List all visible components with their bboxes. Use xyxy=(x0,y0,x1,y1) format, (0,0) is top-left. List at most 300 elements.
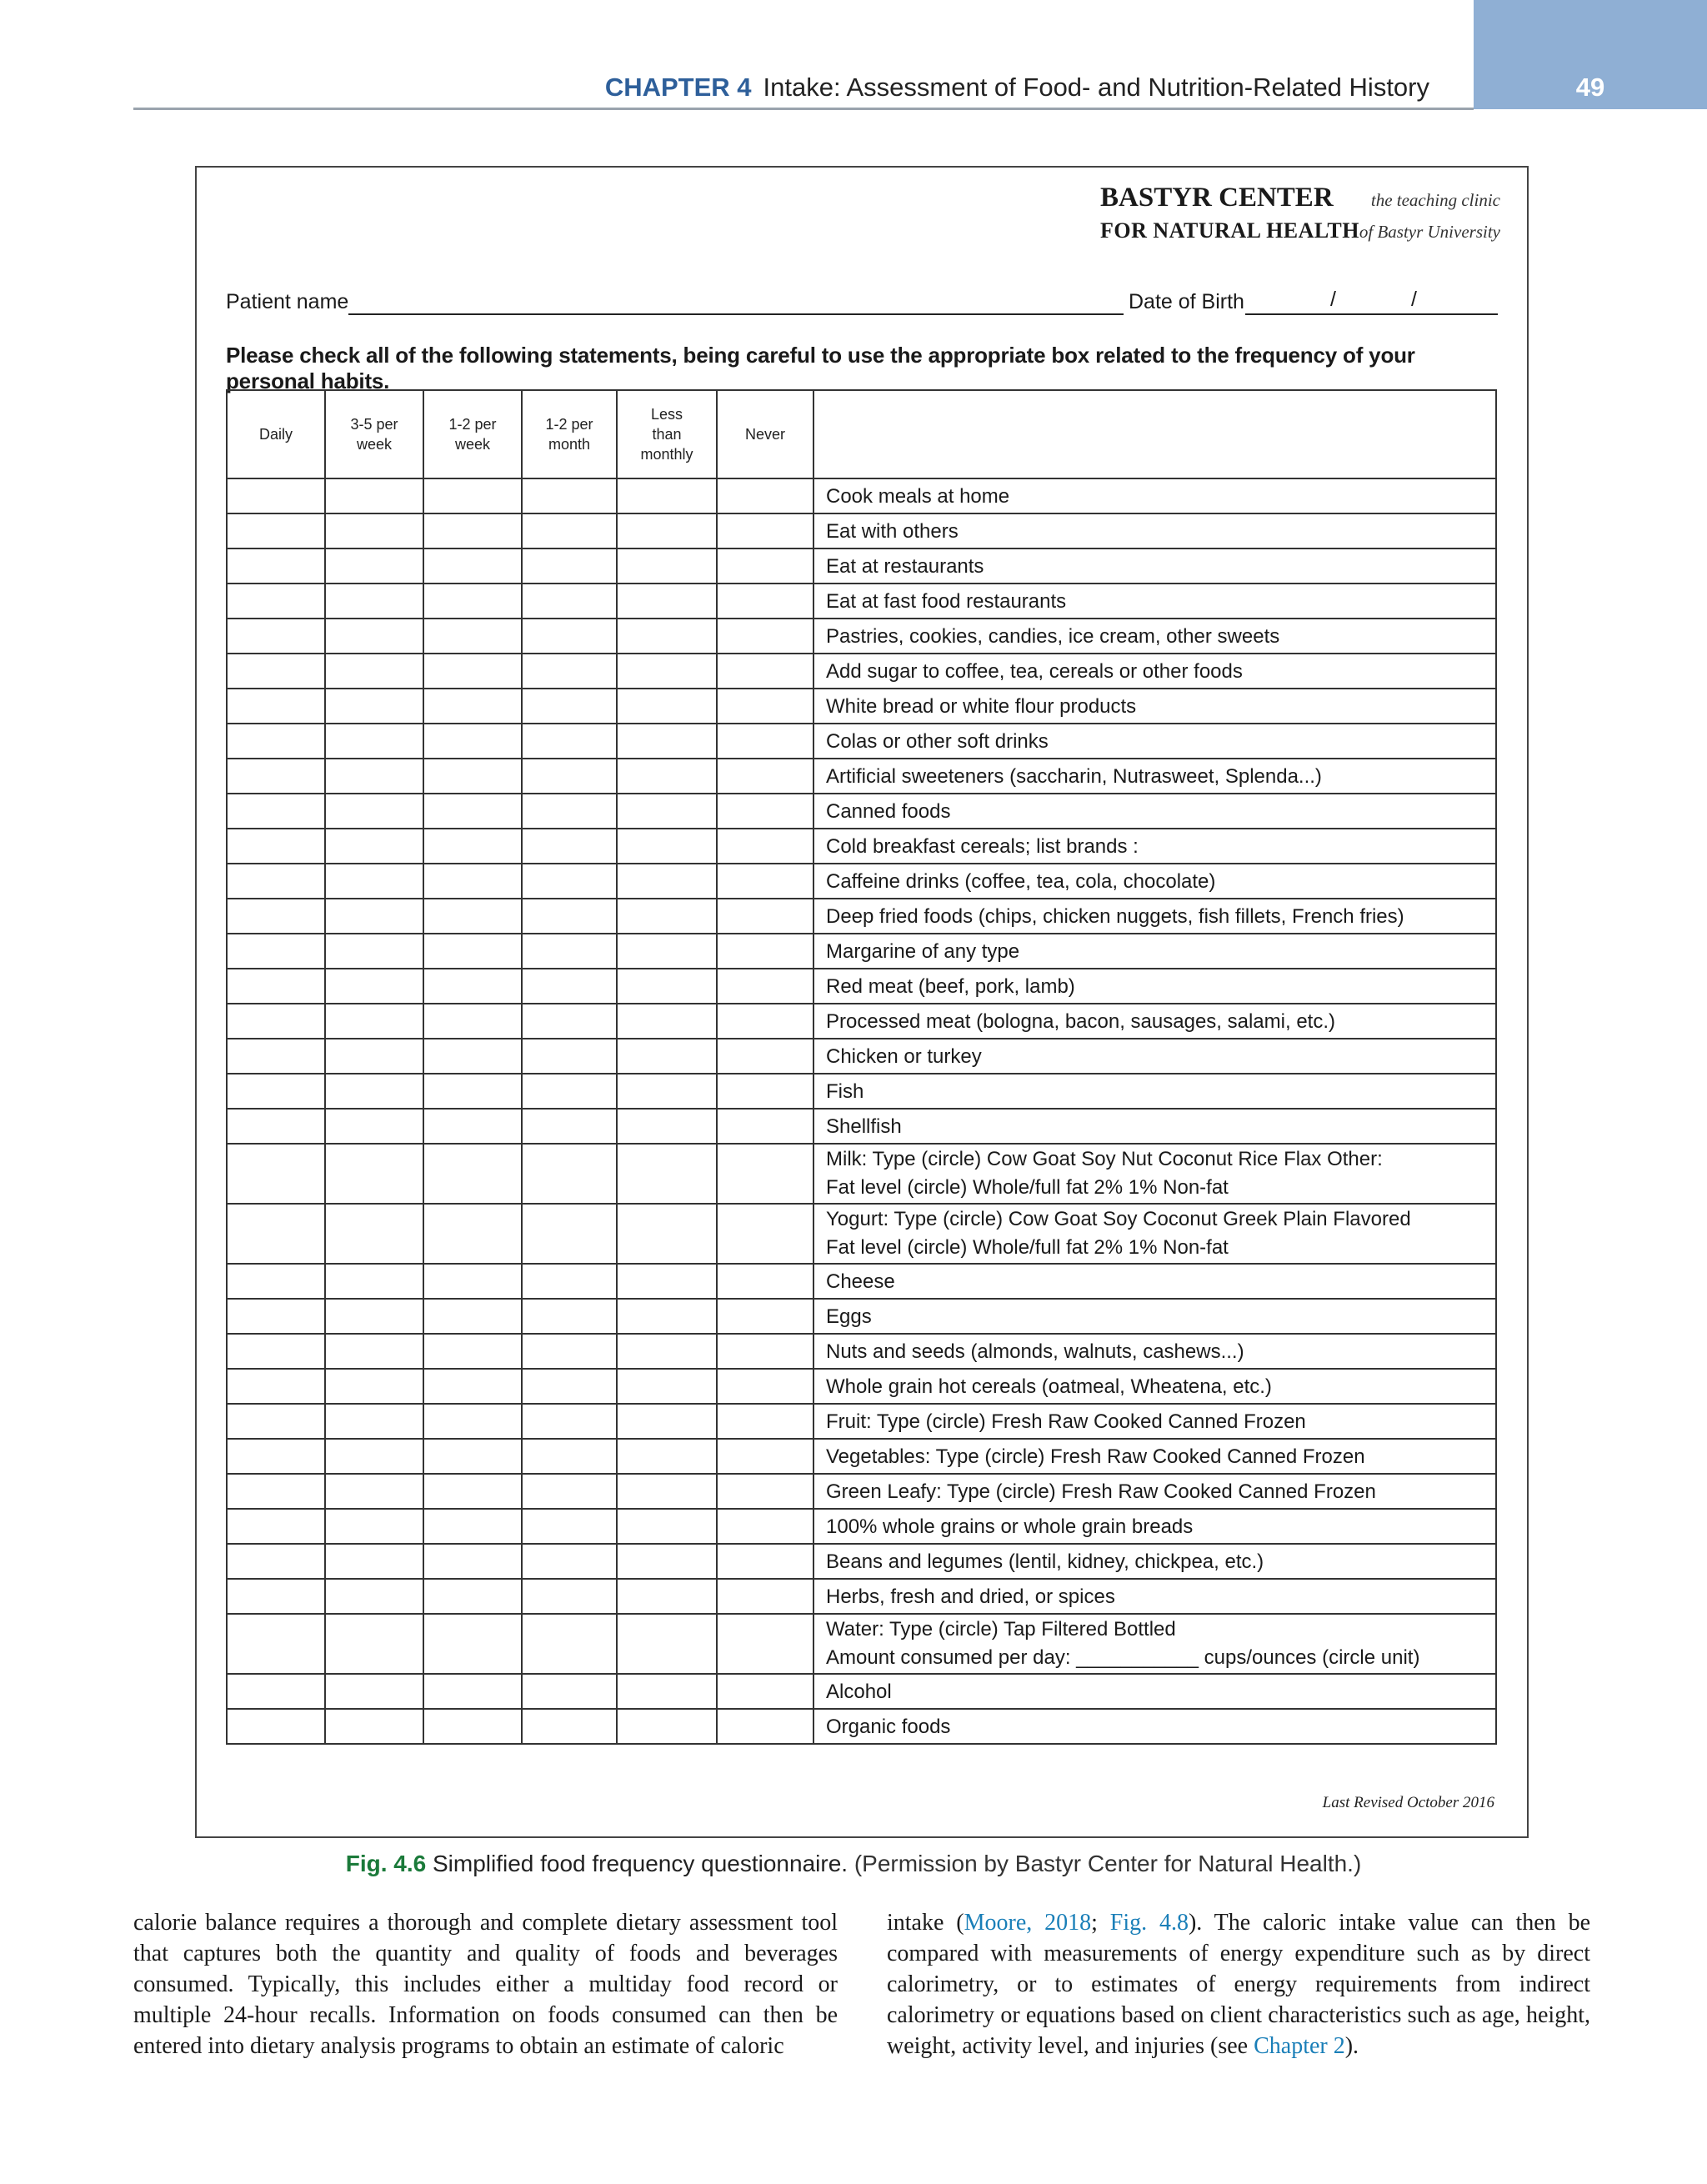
frequency-checkbox[interactable] xyxy=(423,794,522,829)
frequency-checkbox[interactable] xyxy=(717,794,813,829)
frequency-checkbox[interactable] xyxy=(423,1474,522,1509)
frequency-checkbox[interactable] xyxy=(617,478,717,513)
frequency-checkbox[interactable] xyxy=(717,1674,813,1709)
frequency-checkbox[interactable] xyxy=(227,1439,325,1474)
frequency-checkbox[interactable] xyxy=(423,513,522,549)
frequency-checkbox[interactable] xyxy=(423,1404,522,1439)
item-label: Add sugar to coffee, tea, cereals or other foods xyxy=(826,659,1243,683)
table-row xyxy=(227,759,1496,794)
item-label-cell xyxy=(813,1004,1496,1039)
frequency-checkbox[interactable] xyxy=(227,1579,325,1614)
frequency-checkbox[interactable] xyxy=(325,1074,423,1109)
frequency-checkbox[interactable] xyxy=(617,899,717,934)
frequency-checkbox[interactable] xyxy=(325,1509,423,1544)
frequency-checkbox[interactable] xyxy=(325,1369,423,1404)
frequency-checkbox[interactable] xyxy=(227,969,325,1004)
frequency-checkbox[interactable] xyxy=(617,619,717,654)
frequency-checkbox[interactable] xyxy=(617,1334,717,1369)
frequency-checkbox[interactable] xyxy=(522,1674,617,1709)
frequency-checkbox[interactable] xyxy=(227,478,325,513)
item-label: Colas or other soft drinks xyxy=(826,729,1049,753)
frequency-checkbox[interactable] xyxy=(617,513,717,549)
frequency-checkbox[interactable] xyxy=(617,1109,717,1144)
frequency-checkbox[interactable] xyxy=(227,619,325,654)
body-column-left: calorie balance requires a thorough and complete dietary assessment tool that captures both the quantity and quality of foods and beverages consumed. Typically, this includes either a multiday food record or multiple 24-hour recalls. Information on foods consumed can then be entered into dietary analysis programs to obtain an estimate of caloric xyxy=(133,1910,838,2059)
frequency-checkbox[interactable] xyxy=(423,619,522,654)
frequency-checkbox[interactable] xyxy=(617,1509,717,1544)
frequency-checkbox[interactable] xyxy=(227,1039,325,1074)
frequency-checkbox[interactable] xyxy=(617,1709,717,1744)
frequency-checkbox[interactable] xyxy=(227,864,325,899)
chapter-link[interactable]: Chapter 2 xyxy=(1254,2033,1345,2059)
frequency-checkbox[interactable] xyxy=(522,1439,617,1474)
frequency-checkbox[interactable] xyxy=(717,1334,813,1369)
item-label: Eat at fast food restaurants xyxy=(826,589,1067,613)
column-header-text: week xyxy=(454,436,491,453)
column-header xyxy=(227,390,325,478)
frequency-checkbox[interactable] xyxy=(423,724,522,759)
frequency-checkbox[interactable] xyxy=(423,934,522,969)
item-label-cell xyxy=(813,1334,1496,1369)
frequency-checkbox[interactable] xyxy=(617,1674,717,1709)
table-row xyxy=(227,1109,1496,1144)
frequency-checkbox[interactable] xyxy=(717,1299,813,1334)
frequency-checkbox[interactable] xyxy=(325,1474,423,1509)
frequency-checkbox[interactable] xyxy=(423,1004,522,1039)
figure-link[interactable]: Fig. 4.8 xyxy=(1109,1910,1189,1936)
frequency-checkbox[interactable] xyxy=(227,549,325,584)
frequency-checkbox[interactable] xyxy=(717,759,813,794)
frequency-checkbox[interactable] xyxy=(717,513,813,549)
frequency-checkbox[interactable] xyxy=(717,864,813,899)
frequency-checkbox[interactable] xyxy=(423,1204,522,1264)
frequency-checkbox[interactable] xyxy=(325,1544,423,1579)
frequency-checkbox[interactable] xyxy=(522,1404,617,1439)
item-label: Artificial sweeteners (saccharin, Nutrasweet, Splenda...) xyxy=(826,764,1322,788)
table-row xyxy=(227,1439,1496,1474)
frequency-checkbox[interactable] xyxy=(423,1109,522,1144)
item-label: Eat at restaurants xyxy=(826,554,984,578)
frequency-checkbox[interactable] xyxy=(423,478,522,513)
frequency-checkbox[interactable] xyxy=(717,1004,813,1039)
frequency-checkbox[interactable] xyxy=(325,1614,423,1674)
frequency-checkbox[interactable] xyxy=(423,829,522,864)
frequency-checkbox[interactable] xyxy=(717,1474,813,1509)
frequency-checkbox[interactable] xyxy=(325,1334,423,1369)
item-label-cell xyxy=(813,1074,1496,1109)
frequency-checkbox[interactable] xyxy=(522,969,617,1004)
frequency-checkbox[interactable] xyxy=(717,1614,813,1674)
frequency-checkbox[interactable] xyxy=(522,619,617,654)
table-row xyxy=(227,1709,1496,1744)
column-header-text: Less xyxy=(650,406,683,423)
frequency-checkbox[interactable] xyxy=(227,724,325,759)
table-row xyxy=(227,864,1496,899)
column-header-text: monthly xyxy=(640,446,693,463)
frequency-checkbox[interactable] xyxy=(522,1579,617,1614)
item-label: Shellfish xyxy=(826,1115,902,1138)
table-row xyxy=(227,829,1496,864)
frequency-checkbox[interactable] xyxy=(522,794,617,829)
frequency-checkbox[interactable] xyxy=(717,1709,813,1744)
frequency-checkbox[interactable] xyxy=(423,1544,522,1579)
frequency-checkbox[interactable] xyxy=(617,794,717,829)
frequency-checkbox[interactable] xyxy=(423,1264,522,1299)
frequency-checkbox[interactable] xyxy=(227,1674,325,1709)
item-label: Whole grain hot cereals (oatmeal, Wheatena, etc.) xyxy=(826,1375,1272,1398)
frequency-checkbox[interactable] xyxy=(227,1614,325,1674)
frequency-checkbox[interactable] xyxy=(227,513,325,549)
item-label-cell xyxy=(813,1544,1496,1579)
frequency-checkbox[interactable] xyxy=(717,934,813,969)
frequency-checkbox[interactable] xyxy=(522,1264,617,1299)
frequency-checkbox[interactable] xyxy=(717,1074,813,1109)
frequency-checkbox[interactable] xyxy=(522,1369,617,1404)
frequency-checkbox[interactable] xyxy=(227,759,325,794)
frequency-checkbox[interactable] xyxy=(617,969,717,1004)
table-row xyxy=(227,1039,1496,1074)
frequency-checkbox[interactable] xyxy=(522,1144,617,1204)
frequency-checkbox[interactable] xyxy=(717,1439,813,1474)
column-header xyxy=(423,390,522,478)
frequency-checkbox[interactable] xyxy=(717,899,813,934)
frequency-checkbox[interactable] xyxy=(325,829,423,864)
frequency-checkbox[interactable] xyxy=(717,1369,813,1404)
frequency-checkbox[interactable] xyxy=(717,1509,813,1544)
frequency-checkbox[interactable] xyxy=(325,1674,423,1709)
frequency-checkbox[interactable] xyxy=(227,689,325,724)
frequency-checkbox[interactable] xyxy=(227,584,325,619)
table-row xyxy=(227,654,1496,689)
item-label-cell xyxy=(813,759,1496,794)
table-row xyxy=(227,1579,1496,1614)
frequency-checkbox[interactable] xyxy=(617,584,717,619)
item-label-cell xyxy=(813,1579,1496,1614)
frequency-checkbox[interactable] xyxy=(423,864,522,899)
column-header-text: 3-5 per xyxy=(350,416,398,433)
frequency-checkbox[interactable] xyxy=(423,1074,522,1109)
frequency-checkbox[interactable] xyxy=(522,1614,617,1674)
frequency-checkbox[interactable] xyxy=(325,1264,423,1299)
item-label: Yogurt: Type (circle) Cow Goat Soy Coconut Greek Plain Flavored xyxy=(826,1208,1411,1230)
frequency-checkbox[interactable] xyxy=(617,1474,717,1509)
table-row xyxy=(227,1004,1496,1039)
frequency-checkbox[interactable] xyxy=(522,654,617,689)
frequency-checkbox[interactable] xyxy=(325,689,423,724)
frequency-checkbox[interactable] xyxy=(717,549,813,584)
table-row xyxy=(227,584,1496,619)
frequency-checkbox[interactable] xyxy=(617,829,717,864)
frequency-checkbox[interactable] xyxy=(522,1334,617,1369)
frequency-checkbox[interactable] xyxy=(617,724,717,759)
citation-link[interactable]: Moore, 2018 xyxy=(964,1910,1092,1936)
frequency-checkbox[interactable] xyxy=(325,584,423,619)
frequency-checkbox[interactable] xyxy=(617,1404,717,1439)
item-label: White bread or white flour products xyxy=(826,694,1137,718)
frequency-checkbox[interactable] xyxy=(227,1144,325,1204)
frequency-checkbox[interactable] xyxy=(325,899,423,934)
frequency-checkbox[interactable] xyxy=(522,724,617,759)
item-label-cell xyxy=(813,1299,1496,1334)
frequency-checkbox[interactable] xyxy=(717,1204,813,1264)
frequency-checkbox[interactable] xyxy=(227,934,325,969)
item-label: Fish xyxy=(826,1079,864,1103)
column-header-text: Daily xyxy=(258,426,293,443)
item-label-cell xyxy=(813,829,1496,864)
frequency-checkbox[interactable] xyxy=(717,1404,813,1439)
frequency-checkbox[interactable] xyxy=(717,654,813,689)
frequency-checkbox[interactable] xyxy=(227,1369,325,1404)
frequency-checkbox[interactable] xyxy=(325,1439,423,1474)
frequency-checkbox[interactable] xyxy=(423,1709,522,1744)
item-label: Vegetables: Type (circle) Fresh Raw Cooked Canned Frozen xyxy=(826,1445,1365,1468)
frequency-checkbox[interactable] xyxy=(325,654,423,689)
frequency-checkbox[interactable] xyxy=(325,478,423,513)
frequency-checkbox[interactable] xyxy=(325,1204,423,1264)
frequency-checkbox[interactable] xyxy=(423,1144,522,1204)
column-header xyxy=(717,390,813,478)
frequency-checkbox[interactable] xyxy=(227,1474,325,1509)
item-label-cell xyxy=(813,549,1496,584)
frequency-checkbox[interactable] xyxy=(325,619,423,654)
frequency-checkbox[interactable] xyxy=(325,1579,423,1614)
body-text: ). The caloric intake value can then be compared with measurements of energy expenditure such as by direct calorimetry, or to estimates of energy requirements from indirect calorimetry or equations based on client characteristics such as age, height, weight, activity level, and injuries (see xyxy=(887,1910,1590,2059)
frequency-checkbox[interactable] xyxy=(423,1579,522,1614)
frequency-checkbox[interactable] xyxy=(717,1144,813,1204)
frequency-checkbox[interactable] xyxy=(717,1544,813,1579)
frequency-checkbox[interactable] xyxy=(617,1204,717,1264)
frequency-checkbox[interactable] xyxy=(227,1334,325,1369)
frequency-checkbox[interactable] xyxy=(617,1369,717,1404)
frequency-checkbox[interactable] xyxy=(423,1614,522,1674)
frequency-checkbox[interactable] xyxy=(325,864,423,899)
item-label-cell xyxy=(813,1474,1496,1509)
patient-name-label: Patient name xyxy=(226,290,349,313)
item-label: Fat level (circle) Whole/full fat 2% 1% Non-fat xyxy=(826,1176,1229,1199)
frequency-checkbox[interactable] xyxy=(522,864,617,899)
form-instructions: Please check all of the following statements, being careful to use the appropriate box related to the frequency of your personal habits. xyxy=(226,343,1415,393)
frequency-checkbox[interactable] xyxy=(717,724,813,759)
frequency-checkbox[interactable] xyxy=(522,1004,617,1039)
frequency-checkbox[interactable] xyxy=(617,689,717,724)
frequency-checkbox[interactable] xyxy=(325,513,423,549)
table-row xyxy=(227,689,1496,724)
frequency-checkbox[interactable] xyxy=(423,1369,522,1404)
frequency-checkbox[interactable] xyxy=(522,1509,617,1544)
table-row xyxy=(227,724,1496,759)
table-row xyxy=(227,1544,1496,1579)
table-row xyxy=(227,1404,1496,1439)
frequency-checkbox[interactable] xyxy=(325,1039,423,1074)
frequency-checkbox[interactable] xyxy=(717,619,813,654)
frequency-checkbox[interactable] xyxy=(617,1039,717,1074)
table-row xyxy=(227,934,1496,969)
frequency-checkbox[interactable] xyxy=(423,1039,522,1074)
frequency-checkbox[interactable] xyxy=(522,1039,617,1074)
item-label-cell xyxy=(813,1264,1496,1299)
frequency-checkbox[interactable] xyxy=(423,1674,522,1709)
frequency-checkbox[interactable] xyxy=(325,724,423,759)
frequency-checkbox[interactable] xyxy=(227,1264,325,1299)
frequency-checkbox[interactable] xyxy=(325,1144,423,1204)
frequency-checkbox[interactable] xyxy=(617,934,717,969)
table-row xyxy=(227,478,1496,513)
frequency-checkbox[interactable] xyxy=(717,1039,813,1074)
frequency-checkbox[interactable] xyxy=(423,1299,522,1334)
frequency-checkbox[interactable] xyxy=(227,899,325,934)
frequency-checkbox[interactable] xyxy=(423,1334,522,1369)
table-row xyxy=(227,1334,1496,1369)
frequency-checkbox[interactable] xyxy=(423,759,522,794)
frequency-checkbox[interactable] xyxy=(717,689,813,724)
frequency-checkbox[interactable] xyxy=(617,1144,717,1204)
chapter-label: CHAPTER 4 xyxy=(604,73,752,102)
frequency-checkbox[interactable] xyxy=(717,1264,813,1299)
item-label-cell xyxy=(813,1439,1496,1474)
frequency-checkbox[interactable] xyxy=(617,1544,717,1579)
frequency-checkbox[interactable] xyxy=(522,759,617,794)
frequency-checkbox[interactable] xyxy=(423,899,522,934)
frequency-checkbox[interactable] xyxy=(325,549,423,584)
item-label: Cold breakfast cereals; list brands : xyxy=(826,834,1139,858)
frequency-checkbox[interactable] xyxy=(522,689,617,724)
frequency-checkbox[interactable] xyxy=(617,1074,717,1109)
frequency-checkbox[interactable] xyxy=(522,1709,617,1744)
item-label-cell xyxy=(813,1404,1496,1439)
frequency-checkbox[interactable] xyxy=(227,829,325,864)
table-row xyxy=(227,1614,1496,1674)
frequency-checkbox[interactable] xyxy=(717,1109,813,1144)
item-label-cell xyxy=(813,969,1496,1004)
column-header-text: month xyxy=(548,436,591,453)
frequency-checkbox[interactable] xyxy=(522,1474,617,1509)
frequency-checkbox[interactable] xyxy=(325,1004,423,1039)
item-label-cell xyxy=(813,794,1496,829)
frequency-checkbox[interactable] xyxy=(423,584,522,619)
table-row xyxy=(227,969,1496,1004)
frequency-checkbox[interactable] xyxy=(227,1299,325,1334)
frequency-checkbox[interactable] xyxy=(717,829,813,864)
frequency-checkbox[interactable] xyxy=(227,1109,325,1144)
item-label-cell xyxy=(813,864,1496,899)
frequency-checkbox[interactable] xyxy=(423,969,522,1004)
frequency-checkbox[interactable] xyxy=(717,1579,813,1614)
frequency-checkbox[interactable] xyxy=(617,1299,717,1334)
frequency-checkbox[interactable] xyxy=(717,969,813,1004)
frequency-checkbox[interactable] xyxy=(423,549,522,584)
frequency-checkbox[interactable] xyxy=(522,934,617,969)
chapter-title: Intake: Assessment of Food- and Nutrition-Related History xyxy=(763,73,1429,102)
frequency-checkbox[interactable] xyxy=(325,1299,423,1334)
table-row xyxy=(227,1509,1496,1544)
item-label: Fruit: Type (circle) Fresh Raw Cooked Canned Frozen xyxy=(826,1410,1306,1433)
item-label: Cheese xyxy=(826,1270,895,1293)
item-label-cell xyxy=(813,1109,1496,1144)
frequency-checkbox[interactable] xyxy=(227,794,325,829)
item-label-cell xyxy=(813,1369,1496,1404)
frequency-checkbox[interactable] xyxy=(227,1074,325,1109)
frequency-checkbox[interactable] xyxy=(617,1004,717,1039)
frequency-checkbox[interactable] xyxy=(617,864,717,899)
frequency-checkbox[interactable] xyxy=(227,1544,325,1579)
frequency-checkbox[interactable] xyxy=(325,794,423,829)
frequency-checkbox[interactable] xyxy=(325,1404,423,1439)
body-column-right xyxy=(887,1907,1590,2061)
frequency-checkbox[interactable] xyxy=(423,654,522,689)
column-header-text: 1-2 per xyxy=(448,416,497,433)
table-row xyxy=(227,1369,1496,1404)
frequency-checkbox[interactable] xyxy=(423,1439,522,1474)
frequency-checkbox[interactable] xyxy=(325,969,423,1004)
frequency-checkbox[interactable] xyxy=(522,1074,617,1109)
frequency-checkbox[interactable] xyxy=(617,1579,717,1614)
org-name-line2: FOR NATURAL HEALTH xyxy=(1100,218,1359,243)
frequency-checkbox[interactable] xyxy=(522,478,617,513)
item-column-header xyxy=(813,390,1496,478)
table-row xyxy=(227,1674,1496,1709)
frequency-checkbox[interactable] xyxy=(325,1109,423,1144)
frequency-checkbox[interactable] xyxy=(617,1439,717,1474)
item-label: Amount consumed per day: ___________ cups/ounces (circle unit) xyxy=(826,1646,1420,1669)
frequency-checkbox[interactable] xyxy=(522,829,617,864)
item-label: Pastries, cookies, candies, ice cream, other sweets xyxy=(826,624,1280,648)
item-label-cell xyxy=(813,654,1496,689)
frequency-checkbox[interactable] xyxy=(325,1709,423,1744)
body-text: ; xyxy=(1091,1910,1110,1936)
dob-field[interactable] xyxy=(1245,313,1498,315)
frequency-checkbox[interactable] xyxy=(227,1404,325,1439)
frequency-checkbox[interactable] xyxy=(617,1264,717,1299)
running-header xyxy=(133,70,1429,105)
figure-title: Simplified food frequency questionnaire. xyxy=(432,1851,848,1876)
frequency-checkbox[interactable] xyxy=(522,1544,617,1579)
item-label-cell xyxy=(813,1674,1496,1709)
table-row xyxy=(227,1144,1496,1204)
frequency-checkbox[interactable] xyxy=(227,654,325,689)
item-label-cell xyxy=(813,1204,1496,1264)
frequency-checkbox[interactable] xyxy=(522,584,617,619)
item-label-cell xyxy=(813,899,1496,934)
figure-credit: (Permission by Bastyr Center for Natural Health.) xyxy=(854,1851,1362,1876)
frequency-checkbox[interactable] xyxy=(227,1709,325,1744)
frequency-checkbox[interactable] xyxy=(717,478,813,513)
frequency-checkbox[interactable] xyxy=(617,654,717,689)
frequency-checkbox[interactable] xyxy=(617,1614,717,1674)
frequency-checkbox[interactable] xyxy=(717,584,813,619)
frequency-checkbox[interactable] xyxy=(522,1109,617,1144)
frequency-checkbox[interactable] xyxy=(423,689,522,724)
frequency-checkbox[interactable] xyxy=(227,1204,325,1264)
frequency-checkbox[interactable] xyxy=(522,899,617,934)
frequency-checkbox[interactable] xyxy=(617,549,717,584)
frequency-checkbox[interactable] xyxy=(522,513,617,549)
item-label-cell xyxy=(813,584,1496,619)
frequency-checkbox[interactable] xyxy=(423,1509,522,1544)
org-tagline-1: the teaching clinic xyxy=(1370,190,1500,210)
frequency-checkbox[interactable] xyxy=(227,1004,325,1039)
item-label: Herbs, fresh and dried, or spices xyxy=(826,1585,1115,1608)
frequency-checkbox[interactable] xyxy=(522,549,617,584)
frequency-checkbox[interactable] xyxy=(227,1509,325,1544)
frequency-checkbox[interactable] xyxy=(617,759,717,794)
item-label-cell xyxy=(813,1144,1496,1204)
patient-name-field[interactable] xyxy=(348,313,1124,315)
frequency-checkbox[interactable] xyxy=(325,934,423,969)
frequency-checkbox[interactable] xyxy=(325,759,423,794)
frequency-checkbox[interactable] xyxy=(522,1299,617,1334)
frequency-checkbox[interactable] xyxy=(522,1204,617,1264)
item-label: Fat level (circle) Whole/full fat 2% 1% Non-fat xyxy=(826,1236,1229,1259)
